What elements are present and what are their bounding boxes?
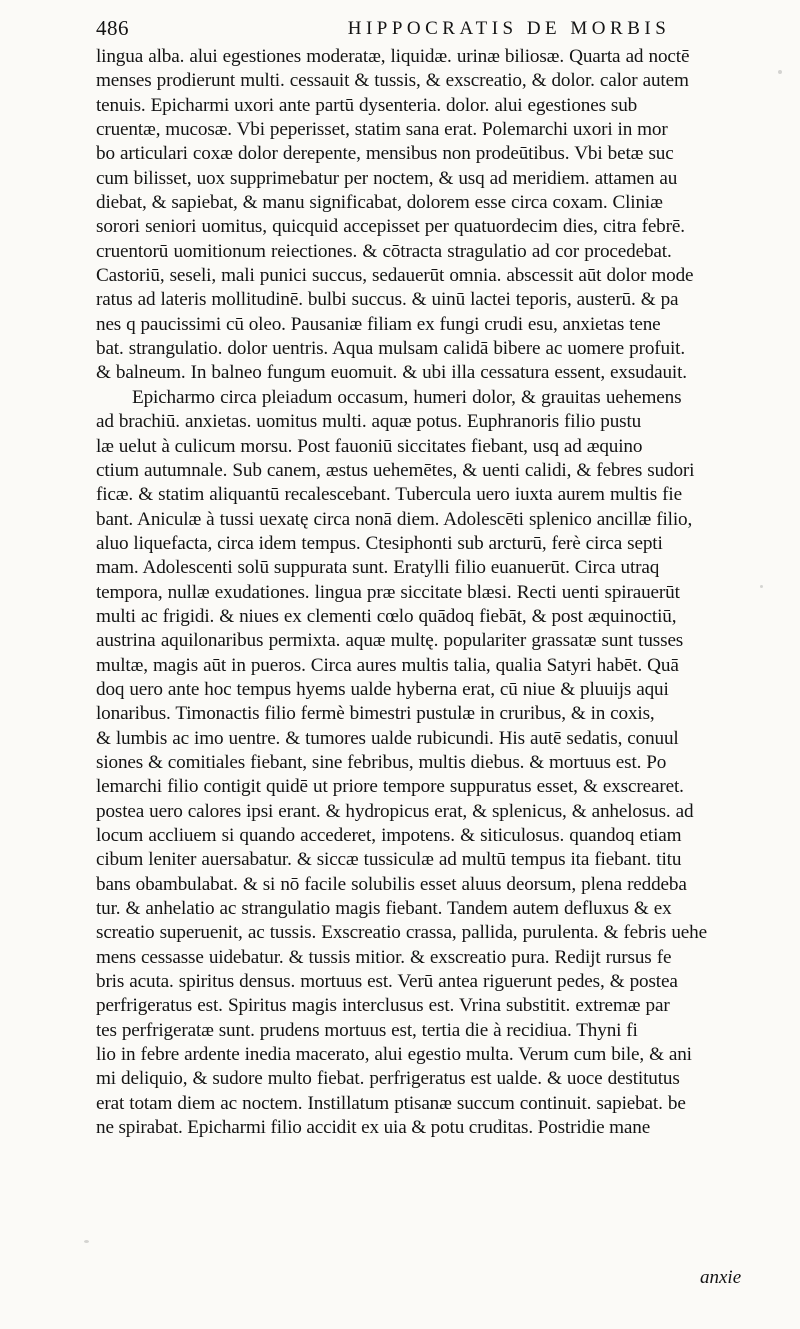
running-head: HIPPOCRATIS DE MORBIS bbox=[347, 18, 671, 39]
text-line: ficæ. & statim aliquantū recalescebant. Tubercula uero iuxta aurem multis fie bbox=[96, 484, 682, 506]
text-line: bris acuta. spiritus densus. mortuus est. Verū antea riguerunt pedes, & postea bbox=[96, 971, 678, 993]
text-line: læ uelut à culicum morsu. Post fauoniū siccitates fiebant, usq ad æquino bbox=[96, 435, 643, 457]
text-line: lio in febre ardente inedia macerato, alui egestio multa. Verum cum bile, & ani bbox=[96, 1044, 692, 1066]
text-line: bans obambulabat. & si nō facile solubilis esset aluus deorsum, plena reddeba bbox=[96, 873, 687, 895]
text-line: lemarchi filio contigit quidē ut priore tempore suppuratus esset, & exscrearet. bbox=[96, 776, 684, 798]
text-line: Epicharmo circa pleiadum occasum, humeri dolor, & grauitas uehemens bbox=[132, 386, 682, 408]
text-line: tes perfrigeratæ sunt. prudens mortuus est, tertia die à recidiua. Thyni fi bbox=[96, 1019, 638, 1041]
page-number: 486 bbox=[96, 16, 129, 40]
text-line: cruentæ, mucosæ. Vbi peperisset, statim sana erat. Polemarchi uxori in mor bbox=[96, 119, 668, 141]
text-line: multi ac frigidi. & niues ex clementi cœlo quādoq fiebāt, & post æquinoctiū, bbox=[96, 605, 677, 627]
text-line: ctium autumnale. Sub canem, æstus uehemētes, & uenti calidi, & febres sudori bbox=[96, 459, 695, 481]
text-line: menses prodierunt multi. cessauit & tussis, & exscreatio, & dolor. calor autem bbox=[96, 70, 689, 92]
text-line: austrina aquilonaribus permixta. aquæ multę. populariter grassatæ sunt tusses bbox=[96, 630, 684, 652]
text-line: tenuis. Epicharmi uxori ante partū dysenteria. dolor. alui egestiones sub bbox=[96, 94, 638, 116]
paper-speck bbox=[760, 585, 763, 588]
text-line: Castoriū, seseli, mali punici succus, sedauerūt omnia. abscessit aūt dolor mode bbox=[96, 265, 694, 287]
page-header bbox=[96, 14, 782, 44]
text-line: perfrigeratus est. Spiritus magis interclusus est. Vrina substitit. extremæ par bbox=[96, 995, 670, 1017]
text-line: tur. & anhelatio ac strangulatio magis fiebant. Tandem autem defluxus & ex bbox=[96, 898, 672, 920]
text-line: mi deliquio, & sudore multo fiebat. perfrigeratus est ualde. & uoce destitutus bbox=[96, 1068, 680, 1090]
text-line: bo articulari coxæ dolor derepente, mensibus non prodeūtibus. Vbi betæ suc bbox=[96, 143, 674, 165]
text-line: doq uero ante hoc tempus hyems ualde hyberna erat, cū niue & pluuijs aqui bbox=[96, 678, 669, 700]
catchword: anxie bbox=[700, 1267, 742, 1288]
paper-speck bbox=[84, 1240, 89, 1243]
text-line: tempora, nullæ exudationes. lingua præ siccitate blæsi. Recti uenti spirauerūt bbox=[96, 581, 680, 603]
text-line: bant. Aniculæ à tussi uexatę circa nonā diem. Adolescēti splenico ancillæ filio, bbox=[96, 508, 693, 530]
paper-speck bbox=[778, 70, 782, 74]
text-line: cibum leniter auersabatur. & siccæ tussiculæ ad multū tempus ita fiebant. titu bbox=[96, 849, 682, 871]
text-line: ne spirabat. Epicharmi filio accidit ex uia & potu cruditas. Postridie mane bbox=[96, 1117, 651, 1139]
text-line: lonaribus. Timonactis filio fermè bimestri pustulæ in cruribus, & in coxis, bbox=[96, 703, 655, 725]
text-line: lingua alba. alui egestiones moderatæ, liquidæ. urinæ biliosæ. Quarta ad noctē bbox=[96, 46, 690, 67]
text-line: mam. Adolescenti solū suppurata sunt. Eratylli filio euanuerūt. Circa utraq bbox=[96, 557, 660, 579]
text-line: & lumbis ac imo uentre. & tumores ualde rubicundi. His autē sedatis, conuul bbox=[96, 727, 679, 749]
text-line: cum bilisset, uox supprimebatur per noctem, & usq ad meridiem. attamen au bbox=[96, 167, 678, 189]
text-line: mens cessasse uidebatur. & tussis mitior. & exscreatio pura. Redijt rursus fe bbox=[96, 946, 672, 968]
text-line: ratus ad lateris mollitudinē. bulbi succus. & uinū lactei teporis, austerū. & pa bbox=[96, 289, 679, 311]
text-line: postea uero calores ipsi erant. & hydropicus erat, & splenicus, & anhelosus. ad bbox=[96, 800, 694, 822]
text-line: screatio superuenit, ac tussis. Exscreatio crassa, pallida, purulenta. & febris uehe bbox=[96, 922, 707, 944]
text-line: siones & comitiales fiebant, sine febribus, multis diebus. & mortuus est. Po bbox=[96, 751, 667, 773]
text-line: ad brachiū. anxietas. uomitus multi. aquæ potus. Euphranoris filio pustu bbox=[96, 411, 642, 433]
text-line: bat. strangulatio. dolor uentris. Aqua mulsam calidā bibere ac uomere profuit. bbox=[96, 338, 686, 360]
text-line: & balneum. In balneo fungum euomuit. & ubi illa cessatura essent, exsudauit. bbox=[96, 362, 687, 384]
text-line: sorori seniori uomitus, quicquid accepisset per quatuordecim dies, citra febrē. bbox=[96, 216, 685, 238]
text-line: diebat, & sapiebat, & manu significabat, dolorem esse circa coxam. Cliniæ bbox=[96, 192, 663, 214]
body-text bbox=[96, 45, 766, 1140]
text-line: locum accliuem si quando accederet, impotens. & siticulosus. quandoq etiam bbox=[96, 825, 682, 846]
text-line: erat totam diem ac noctem. Instillatum ptisanæ succum continuit. sapiebat. be bbox=[96, 1092, 686, 1114]
text-line: cruentorū uomitionum reiectiones. & cōtracta stragulatio ad cor procedebat. bbox=[96, 240, 672, 262]
text-line: aluo liquefacta, circa idem tempus. Ctesiphonti sub arcturū, ferè circa septi bbox=[96, 532, 663, 554]
text-line: multæ, magis aūt in pueros. Circa aures multis talia, qualia Satyri habēt. Quā bbox=[96, 654, 679, 676]
text-line: nes q paucissimi cū oleo. Pausaniæ filiam ex fungi crudi esu, anxietas tene bbox=[96, 313, 661, 335]
